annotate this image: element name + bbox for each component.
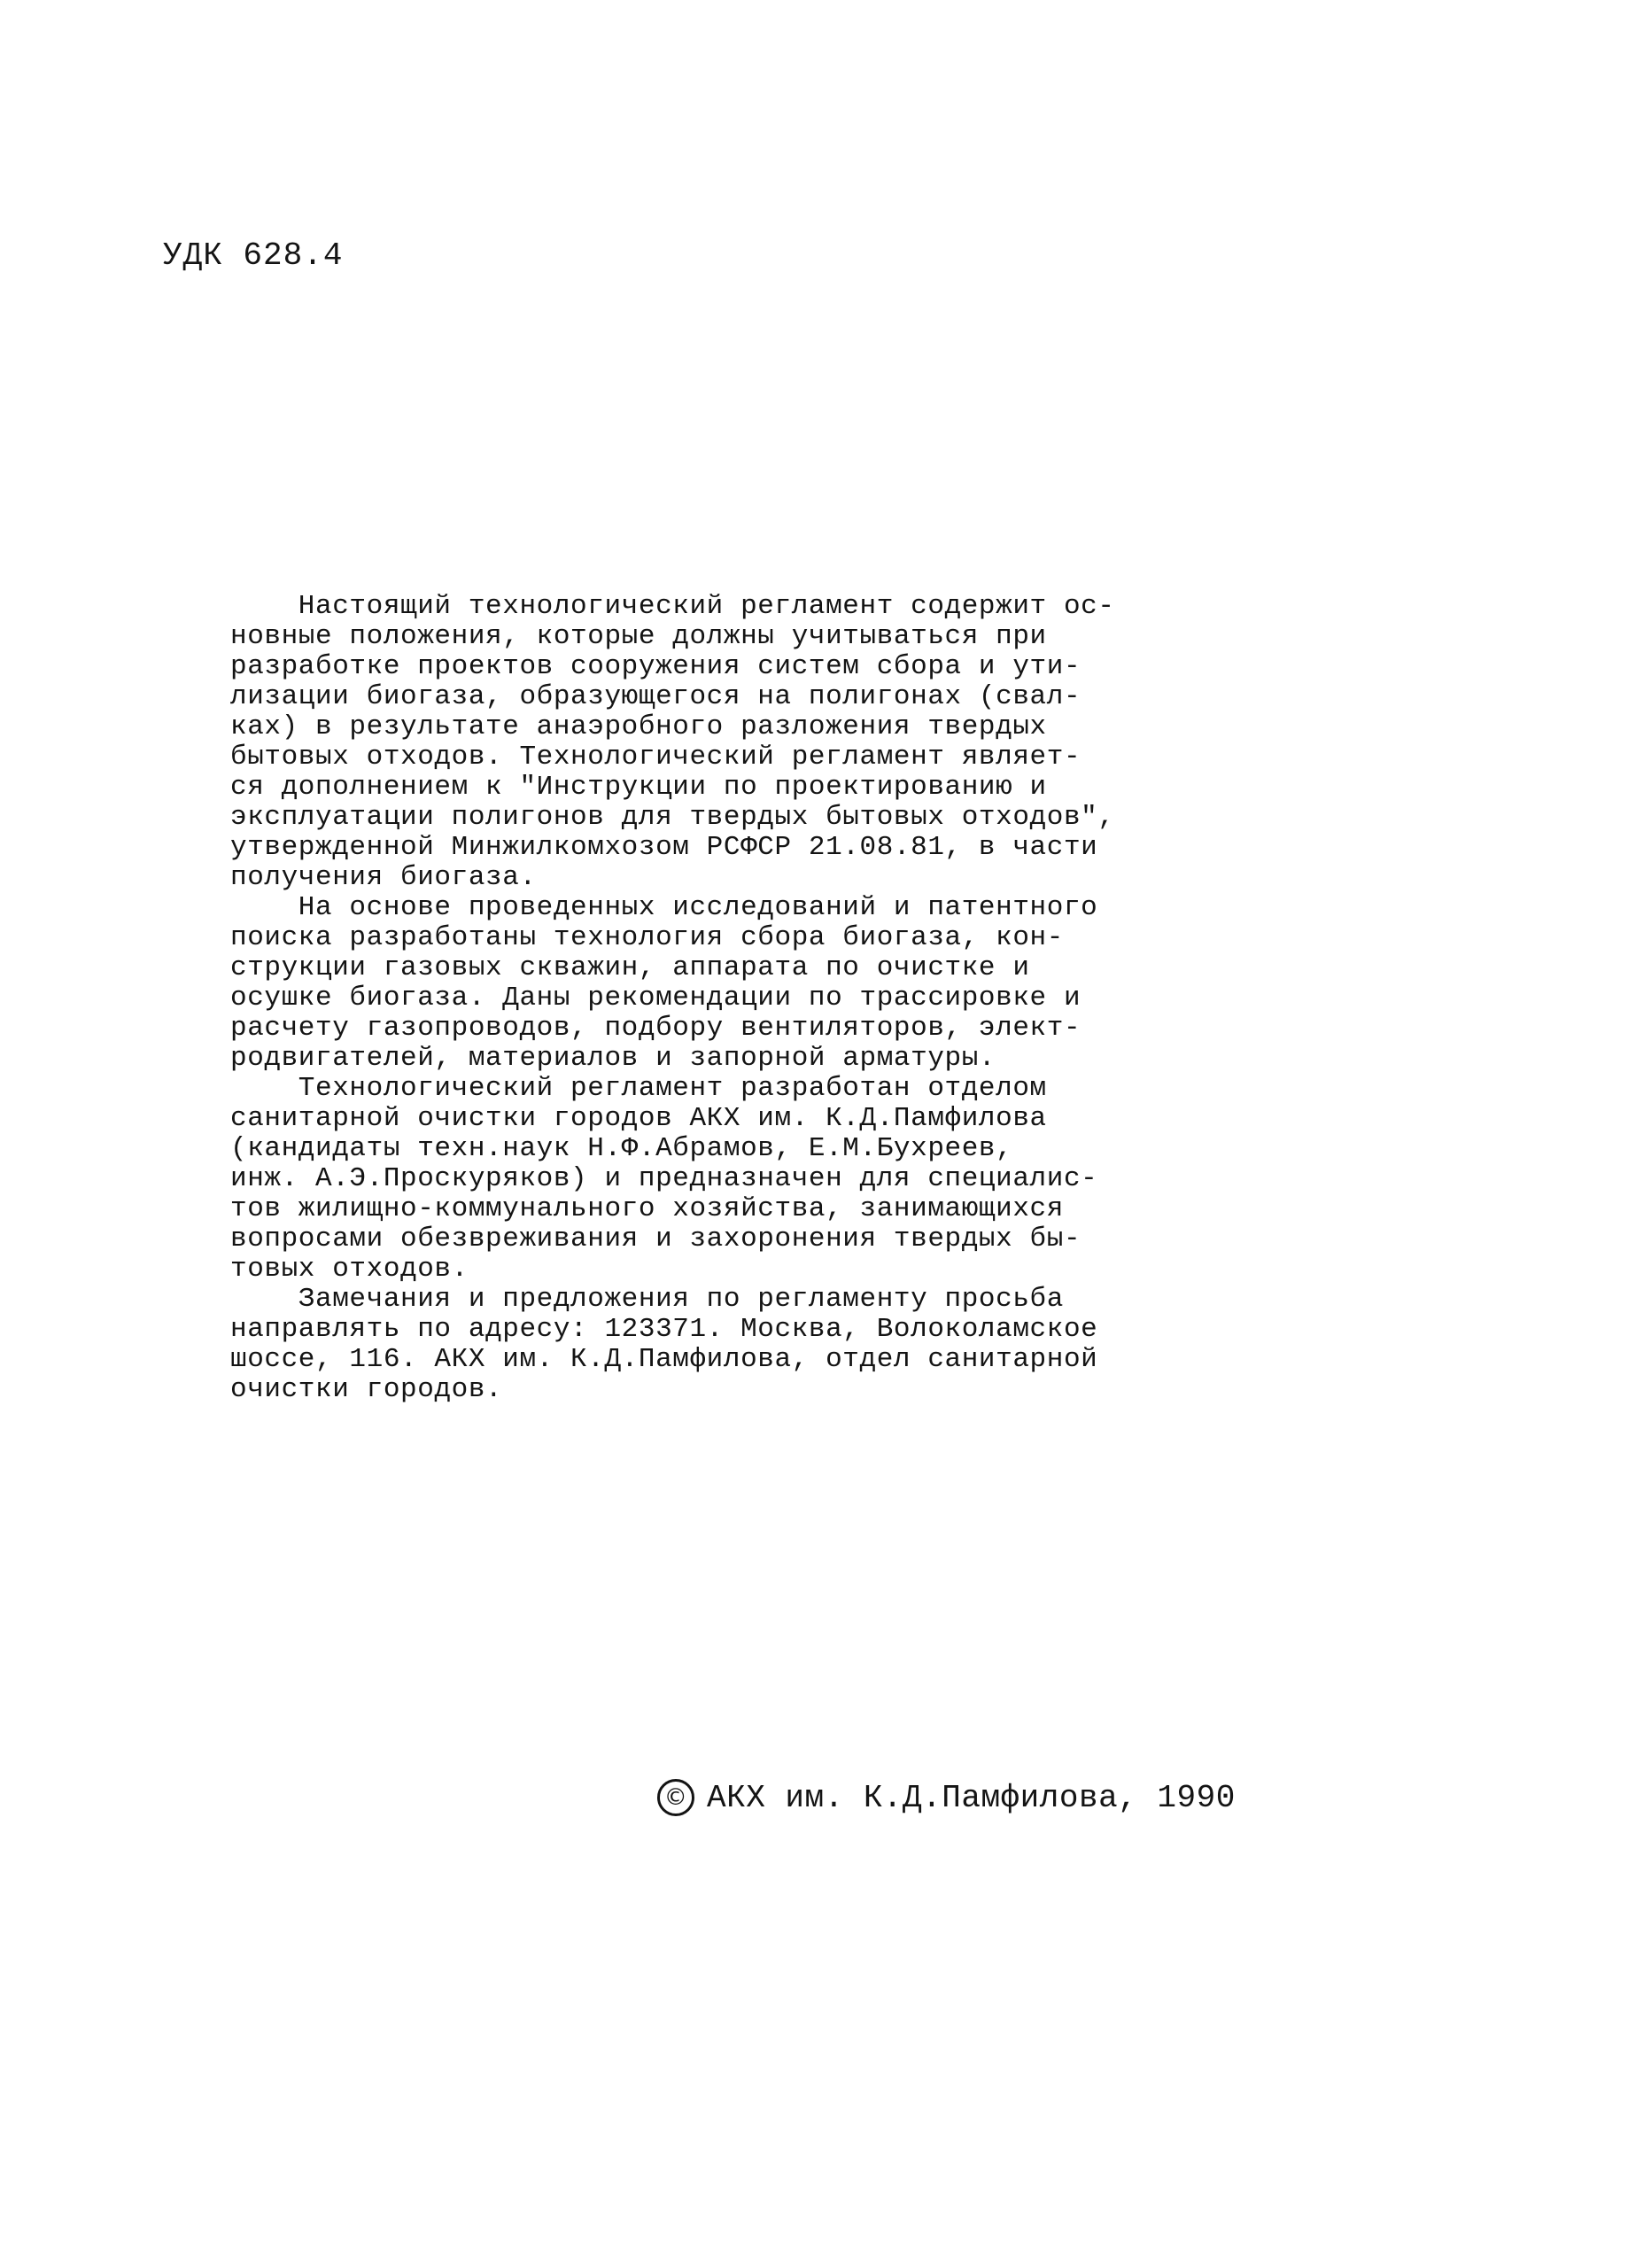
text-line: родвигателей, материалов и запорной арматуры. bbox=[230, 1043, 996, 1074]
text-line: осушке биогаза. Даны рекомендации по трассировке и bbox=[230, 983, 1081, 1014]
text-line: (кандидаты техн.наук Н.Ф.Абрамов, Е.М.Бухреев, bbox=[230, 1133, 1013, 1164]
text-line: На основе проведенных исследований и патентного bbox=[230, 892, 1098, 923]
text-line: санитарной очистки городов АКХ им. К.Д.Памфилова bbox=[230, 1103, 1047, 1134]
text-line: шоссе, 116. АКХ им. К.Д.Памфилова, отдел санитарной bbox=[230, 1344, 1098, 1375]
text-line: струкции газовых скважин, аппарата по очистке и bbox=[230, 952, 1030, 983]
body-text bbox=[230, 592, 1187, 1405]
text-line: товых отходов. bbox=[230, 1254, 469, 1285]
text-line: получения биогаза. bbox=[230, 862, 537, 893]
text-line: инж. А.Э.Проскуряков) и предназначен для специалис- bbox=[230, 1163, 1098, 1194]
copyright-icon: © bbox=[657, 1779, 694, 1816]
text-line: поиска разработаны технология сбора биогаза, кон- bbox=[230, 922, 1064, 953]
text-line: очистки городов. bbox=[230, 1374, 503, 1405]
text-line: тов жилищно-коммунального хозяйства, занимающихся bbox=[230, 1193, 1064, 1224]
text-line: Замечания и предложения по регламенту просьба bbox=[230, 1284, 1064, 1315]
text-line: ках) в результате анаэробного разложения твердых bbox=[230, 711, 1047, 742]
copyright-notice bbox=[657, 1779, 1236, 1816]
text-line: бытовых отходов. Технологический регламент являет- bbox=[230, 742, 1081, 773]
udk-code: УДК 628.4 bbox=[163, 237, 344, 274]
text-line: эксплуатации полигонов для твердых бытовых отходов", bbox=[230, 802, 1115, 833]
text-line: Настоящий технологический регламент содержит ос- bbox=[230, 591, 1115, 622]
text-line: новные положения, которые должны учитываться при bbox=[230, 621, 1047, 652]
text-line: разработке проектов сооружения систем сбора и ути- bbox=[230, 651, 1081, 682]
text-line: Технологический регламент разработан отделом bbox=[230, 1073, 1047, 1104]
text-line: утвержденной Минжилкомхозом РСФСР 21.08.81, в части bbox=[230, 832, 1098, 863]
text-line: ся дополнением к "Инструкции по проектированию и bbox=[230, 772, 1047, 803]
text-line: направлять по адресу: 123371. Москва, Волоколамское bbox=[230, 1314, 1098, 1345]
text-line: лизации биогаза, образующегося на полигонах (свал- bbox=[230, 681, 1081, 712]
text-line: расчету газопроводов, подбору вентиляторов, элект- bbox=[230, 1013, 1081, 1044]
text-line: вопросами обезвреживания и захоронения твердых бы- bbox=[230, 1223, 1081, 1254]
copyright-text: АКХ им. К.Д.Памфилова, 1990 bbox=[707, 1779, 1236, 1816]
